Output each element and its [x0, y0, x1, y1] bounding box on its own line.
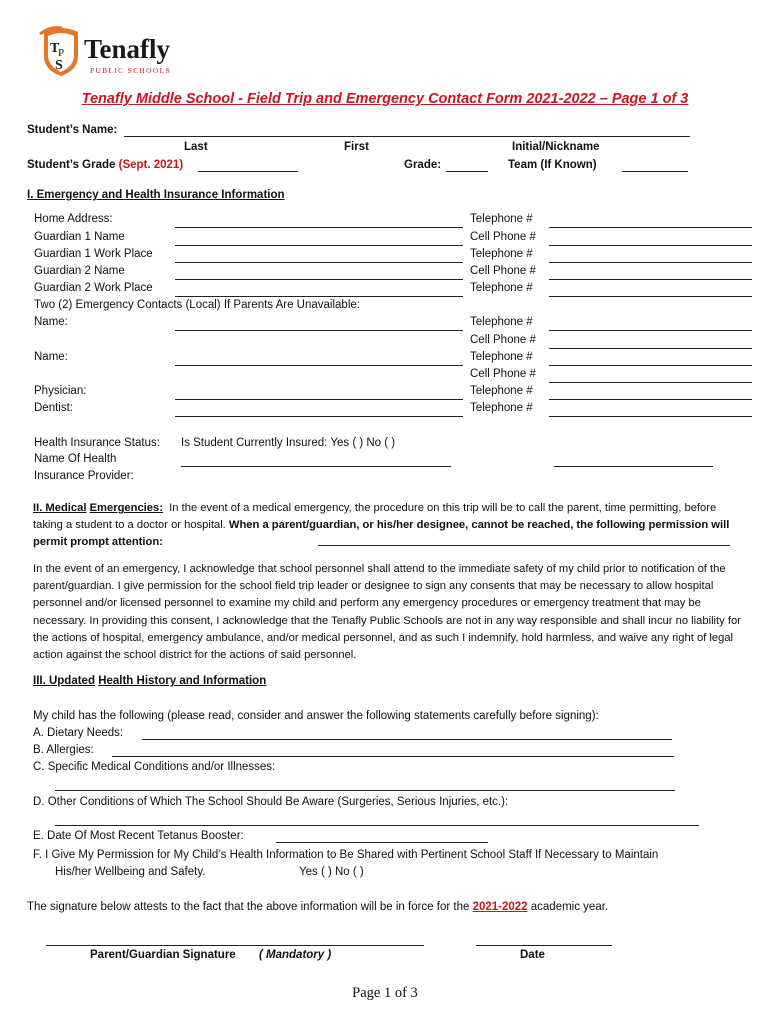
team-field[interactable]	[622, 171, 688, 172]
tetanus-field[interactable]	[276, 842, 488, 843]
guardian1-cell-field[interactable]	[549, 245, 752, 246]
team-label: Team (If Known)	[508, 159, 597, 171]
home-address-field[interactable]	[175, 227, 463, 228]
section-2-text	[33, 500, 745, 551]
grade-label-text: Student’s Grade	[27, 159, 116, 171]
section-3-heading	[33, 675, 266, 687]
home-telephone-field[interactable]	[549, 227, 752, 228]
insurance-provider-field[interactable]	[181, 466, 451, 467]
contact1-telephone-field[interactable]	[549, 330, 752, 331]
dentist-telephone-label: Telephone #	[470, 402, 533, 414]
svg-text:P: P	[58, 47, 65, 59]
guardian1-name-label: Guardian 1 Name	[34, 231, 125, 243]
dietary-needs-label: A. Dietary Needs:	[33, 727, 124, 739]
attestation-statement	[27, 901, 608, 913]
guardian1-cell-label: Cell Phone #	[470, 231, 536, 243]
contact1-cell-label: Cell Phone #	[470, 334, 536, 346]
student-grade-label	[27, 159, 183, 171]
dentist-label: Dentist:	[34, 402, 73, 414]
contact1-name-label: Name:	[34, 316, 68, 328]
physician-field[interactable]	[175, 399, 463, 400]
physician-label: Physician:	[34, 385, 87, 397]
other-conditions-label: D. Other Conditions of Which The School Should Be Aware (Surgeries, Serious Injuries, etc.):	[33, 796, 509, 808]
other-conditions-field[interactable]	[55, 825, 699, 826]
guardian2-work-telephone-label: Telephone #	[470, 282, 533, 294]
allergies-field[interactable]	[112, 756, 674, 757]
permission-yes-no[interactable]: Yes ( ) No ( )	[299, 866, 364, 878]
section-3-heading-text: Health History and Information	[98, 675, 267, 687]
grade-note: (Sept. 2021)	[118, 159, 184, 171]
guardian2-name-field[interactable]	[175, 279, 463, 280]
contact1-cell-field[interactable]	[549, 348, 752, 349]
guardian1-work-telephone-label: Telephone #	[470, 248, 533, 260]
two-contacts-label: Two (2) Emergency Contacts (Local) If Parents Are Unavailable:	[34, 299, 360, 311]
page-number: Page 1 of 3	[352, 985, 418, 1001]
date-field[interactable]	[476, 945, 612, 946]
physician-telephone-field[interactable]	[549, 399, 752, 400]
insured-question[interactable]: Is Student Currently Insured: Yes ( ) No ( )	[181, 437, 396, 449]
section-1-heading	[27, 189, 285, 201]
home-telephone-label: Telephone #	[470, 213, 533, 225]
guardian1-work-field[interactable]	[175, 262, 463, 263]
svg-text:T: T	[50, 41, 60, 56]
dentist-telephone-field[interactable]	[549, 416, 752, 417]
academic-year: 2021-2022	[472, 901, 528, 913]
initial-caption: Initial/Nickname	[512, 141, 600, 153]
dentist-field[interactable]	[175, 416, 463, 417]
contact2-name-label: Name:	[34, 351, 68, 363]
guardian2-work-telephone-field[interactable]	[549, 296, 752, 297]
contact1-name-field[interactable]	[175, 330, 463, 331]
grade-field[interactable]	[446, 171, 488, 172]
last-name-caption: Last	[184, 141, 208, 153]
attest-post: academic year.	[530, 901, 609, 913]
contact2-cell-field[interactable]	[549, 382, 752, 383]
guardian2-work-field[interactable]	[175, 296, 463, 297]
date-label: Date	[520, 949, 545, 961]
logo-subtitle: PUBLIC SCHOOLS	[90, 66, 171, 75]
contact2-telephone-field[interactable]	[549, 365, 752, 366]
home-address-label: Home Address:	[34, 213, 113, 225]
guardian1-work-label: Guardian 1 Work Place	[34, 248, 153, 260]
guardian2-work-label: Guardian 2 Work Place	[34, 282, 153, 294]
mandatory-label: ( Mandatory )	[259, 949, 332, 961]
health-intro: My child has the following (please read, consider and answer the following statements carefully before signing):	[33, 710, 599, 722]
parent-signature-label: Parent/Guardian Signature	[90, 949, 236, 961]
consent-paragraph: In the event of an emergency, I acknowledge that school personnel shall attend to the immediate safety of my child prior to notification of the parent/guardian. I give permission for the school field trip leader or designee to sign any consents that may be necessary to allow hospital personnel and/or licensed personnel to examine my child and perform any emergency procedures or emergency treatment that may be necessary. In providing this consent, I acknowledge that the Tenafly Public Schools are not in any way responsible and shall incur no liability for the actions of hospital, emergency ambulance, and/or medical personnel, and as such I indemnify, hold harmless, and waive any right of legal action against the school district for the actions of said personnel.	[33, 563, 741, 662]
physician-telephone-label: Telephone #	[470, 385, 533, 397]
first-name-caption: First	[344, 141, 369, 153]
section-2-permission: When a parent/guardian, or his/her designee, cannot be reached, the following permission will permit prompt attention:	[33, 519, 730, 548]
student-grade-field[interactable]	[198, 171, 298, 172]
insurance-number-field[interactable]	[554, 466, 713, 467]
guardian1-name-field[interactable]	[175, 245, 463, 246]
student-name-field[interactable]	[124, 136, 690, 137]
section-1-heading-text: I. Emergency and Health Insurance Information	[27, 189, 285, 201]
form-title: Tenafly Middle School - Field Trip and Emergency Contact Form 2021-2022 – Page 1 of 3	[81, 91, 689, 107]
section-2-lead: II. Medical	[33, 502, 87, 514]
grade-short-label: Grade:	[404, 159, 442, 171]
prompt-attention-field[interactable]	[318, 545, 730, 546]
tetanus-label: E. Date Of Most Recent Tetanus Booster:	[33, 830, 244, 842]
section-2-intro: In the event of a medical emergency, the procedure on this trip will be to call the parent, time permitting, before taking a student to a doctor or hospital.	[33, 502, 717, 531]
section-2-heading: Emergencies:	[89, 502, 163, 514]
contact2-cell-label: Cell Phone #	[470, 368, 536, 380]
permission-line-2: His/her Wellbeing and Safety.	[55, 866, 206, 878]
student-name-label: Student’s Name:	[27, 124, 118, 136]
medical-conditions-label: C. Specific Medical Conditions and/or Illnesses:	[33, 761, 276, 773]
parent-signature-field[interactable]	[46, 945, 424, 946]
tps-shield-icon	[38, 26, 84, 78]
name-of-health-label: Name Of Health	[34, 453, 117, 465]
insurance-provider-label: Insurance Provider:	[34, 470, 134, 482]
medical-conditions-field[interactable]	[55, 790, 675, 791]
insurance-status-label: Health Insurance Status:	[34, 437, 160, 449]
contact2-name-field[interactable]	[175, 365, 463, 366]
guardian2-cell-field[interactable]	[549, 279, 752, 280]
svg-text:S: S	[55, 58, 63, 73]
permission-line-1: F. I Give My Permission for My Child’s Health Information to Be Shared with Pertinent School Staff If Necessary to Maintain	[33, 849, 659, 861]
contact1-telephone-label: Telephone #	[470, 316, 533, 328]
section-3-lead: III. Updated	[33, 675, 95, 687]
guardian1-work-telephone-field[interactable]	[549, 262, 752, 263]
logo-name: Tenafly	[84, 34, 171, 64]
guardian2-cell-label: Cell Phone #	[470, 265, 536, 277]
guardian2-name-label: Guardian 2 Name	[34, 265, 125, 277]
dietary-needs-field[interactable]	[142, 739, 672, 740]
attest-pre: The signature below attests to the fact that the above information will be in force for the	[27, 901, 470, 913]
allergies-label: B. Allergies:	[33, 744, 94, 756]
contact2-telephone-label: Telephone #	[470, 351, 533, 363]
